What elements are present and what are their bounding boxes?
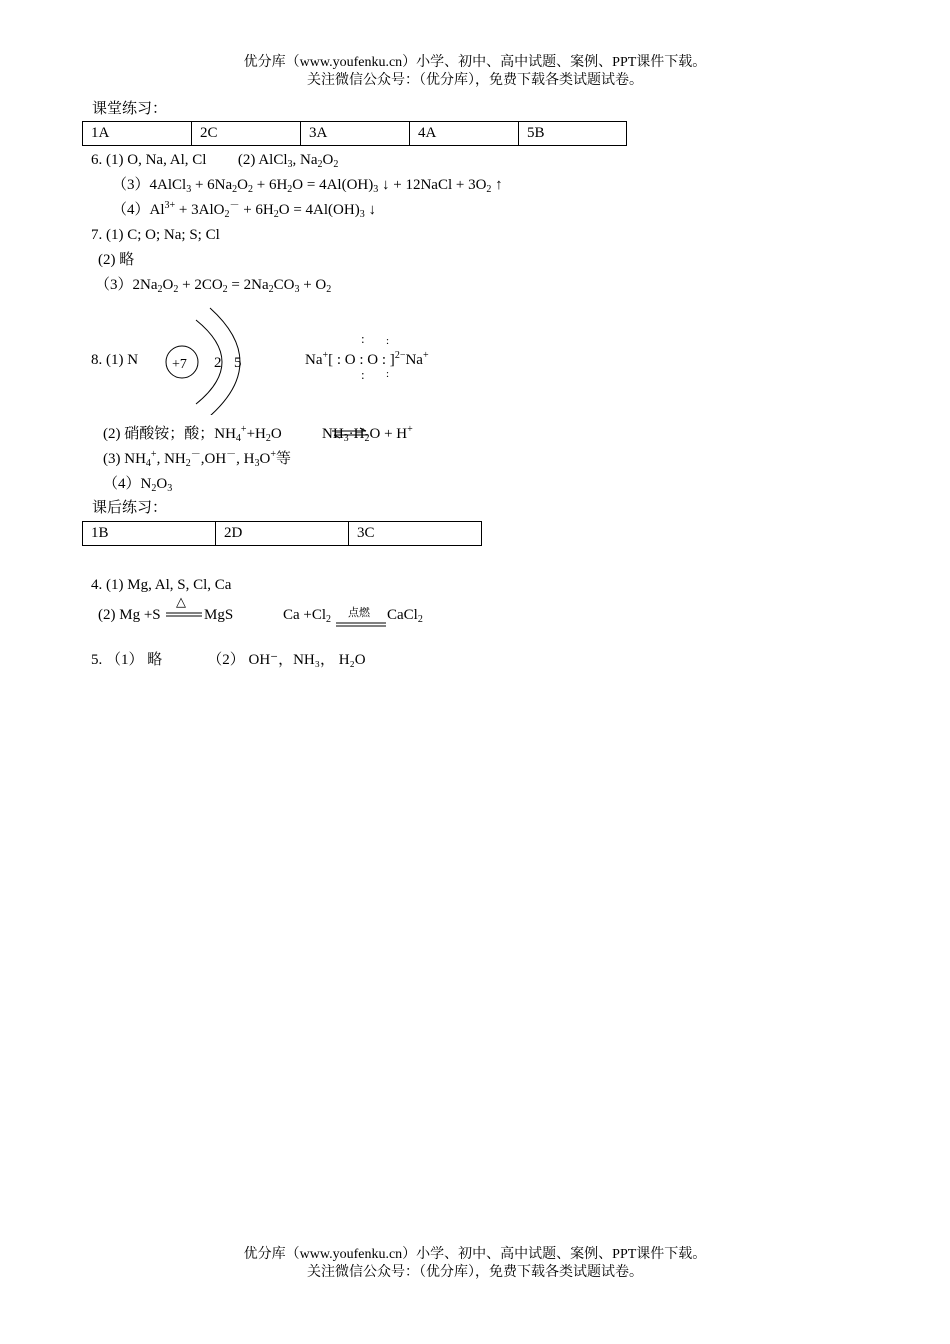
equals-bar-icon [166, 611, 202, 619]
q8-line-2: (2) 硝酸铵；酸；$NH_4^++H_2O$ [103, 424, 282, 444]
q8-line-1: 8. (1) N [91, 352, 139, 368]
footer-line-2: 关注微信公众号：（优分库），免费下载各类试题试卷。 [307, 1265, 643, 1280]
lone-pair-bottom-2: : [386, 368, 390, 380]
footer-line-1: 优分库（www.youfenku.cn）小学、初中、高中试题、案例、PPT课件下载。 [243, 1247, 707, 1262]
q7-line-1: 7. (1) C; O; Na; S; Cl [91, 227, 220, 243]
hq5-line: 5. （1） 略 （2） OH⁻，NH₃， H₂O [91, 652, 366, 668]
q7-line-2: (2) 略 [98, 252, 135, 268]
hq4-line-2a: (2) Mg +S [98, 607, 161, 623]
hq4-cacl2: CaCl$_2$ [387, 607, 423, 625]
hq4-ca-cl2: $Ca +Cl_2$ [283, 607, 332, 625]
lone-pair-top-1: : [361, 331, 365, 346]
q8-line-2-products: $NH_3\cdot H_2O + H^+$ [322, 424, 413, 444]
shell-1-count: 2 [214, 355, 222, 371]
q8-line-4: $(4)N_2O_3$ [103, 476, 173, 494]
reversible-arrow-icon [330, 426, 370, 440]
answer-cell: 3C [349, 522, 482, 546]
q6-line-3: （3）4AlCl$_3$ + $6Na_2O_2 + 6H_2O = 4Al(OH)_3$ ↓ + 12NaCl + $3O_2$ ↑ [112, 177, 503, 195]
q8-line-3: (3) $NH_4^+$, $NH_2^-,OH^-$, $H_3O^+$等 [103, 449, 291, 469]
q6-line-4: $(4)Al^{3+} + 3AlO_2^- + 6H_2O = 4Al(OH)_3$ ↓ [112, 200, 376, 220]
electron-dot-formula: Na+[ : O : O : ]$^{2-}$Na+ [305, 350, 429, 368]
answer-cell: 2D [216, 522, 349, 546]
shell-2-count: 5 [234, 355, 242, 371]
hq4-line-1: 4. (1) Mg, Al, S, Cl, Ca [91, 577, 232, 593]
hq4-mgs: MgS [204, 607, 234, 623]
header-line-1: 优分库（www.youfenku.cn）小学、初中、高中试题、案例、PPT课件下载。 [243, 55, 707, 70]
q6-part-1: 6. (1) O, Na, Al, Cl [91, 152, 207, 168]
answer-cell: 2C [192, 122, 301, 146]
lone-pair-top-2: : [386, 335, 390, 347]
answer-cell: 1B [83, 522, 216, 546]
classwork-title: 课堂练习： [92, 101, 168, 117]
heat-delta-icon: △ [176, 594, 186, 609]
q6-line-1 [91, 150, 338, 170]
classwork-answer-table [82, 121, 627, 146]
ignite-condition: 点燃 [348, 607, 370, 619]
header-line-2: 关注微信公众号：（优分库），免费下载各类试题试卷。 [307, 73, 643, 88]
q6-part-2: (2) AlCl$_3$, $Na_2O_2$ [237, 152, 339, 170]
answer-cell: 3A [301, 122, 410, 146]
lone-pair-bottom-1: : [361, 367, 365, 382]
answer-cell: 5B [519, 122, 627, 146]
equals-bar-icon [336, 621, 386, 629]
answer-cell: 4A [410, 122, 519, 146]
q7-line-3: $(3)2Na_2O_2 + 2CO_2 = 2Na_2CO_3 + O_2$ [95, 277, 332, 295]
answer-cell: 1A [83, 122, 192, 146]
homework-title: 课后练习： [92, 500, 168, 516]
homework-answer-table [82, 521, 482, 546]
nucleus-charge: +7 [172, 357, 187, 372]
